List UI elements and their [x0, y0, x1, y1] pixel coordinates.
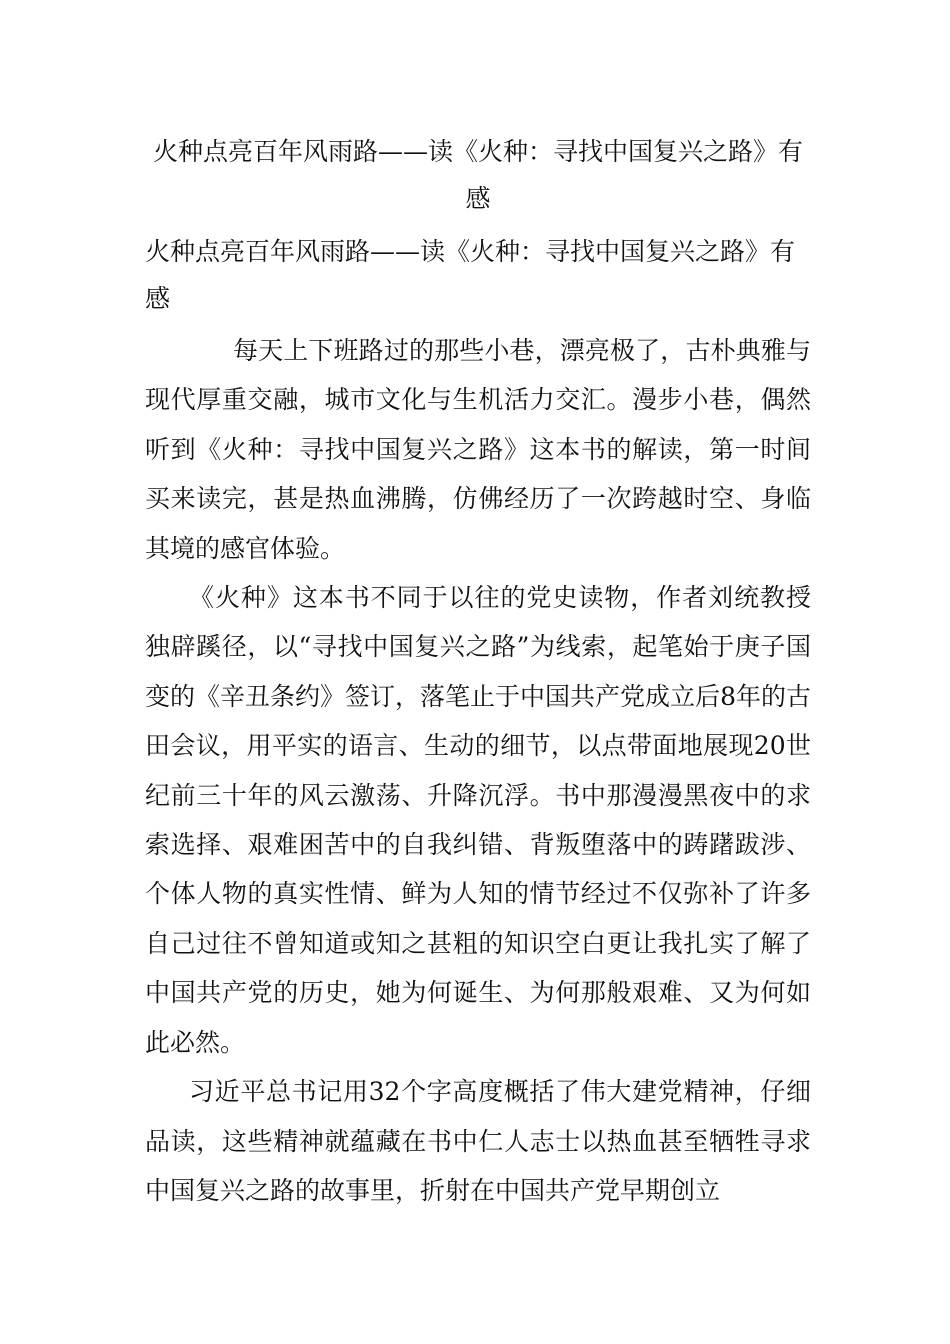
document-title: 火种点亮百年风雨路——读《火种：寻找中国复兴之路》有感: [152, 137, 803, 213]
paragraph: 《火种》这本书不同于以往的党史读物，作者刘统教授独辟蹊径，以“寻找中国复兴之路”为线索，起笔始于庚子国变的《辛丑条约》签订，落笔止于中国共产党成立后8年的古田会议，用平实的语言、生动的细节，以点带面地展现20世纪前三十年的风云激荡、升降沉浮。书中那漫漫黑夜中的求索选择、艰难困苦中的自我纠错、背叛堕落中的踌躇跋涉、个体人物的真实性情、鲜为人知的情节经过不仅弥补了许多自己过往不曾知道或知之甚粗的知识空白更让我扎实了解了中国共产党的历史，她为何诞生、为何那般艰难、又为何如此必然。: [145, 583, 811, 1057]
paragraph: 每天上下班路过的那些小巷，漂亮极了，古朴典雅与现代厚重交融，城市文化与生机活力交汇。漫步小巷，偶然听到《火种：寻找中国复兴之路》这本书的解读，第一时间买来读完，甚是热血沸腾，仿佛经历了一次跨越时空、身临其境的感官体验。: [145, 336, 811, 563]
paragraph: 习近平总书记用32个字高度概括了伟大建党精神，仔细品读，这些精神就蕴藏在书中仁人志士以热血甚至牺牲寻求中国复兴之路的故事里，折射在中国共产党早期创立: [145, 1077, 811, 1205]
document-body: [145, 326, 811, 1215]
document-subtitle: 火种点亮百年风雨路——读《火种：寻找中国复兴之路》有感: [145, 237, 796, 313]
